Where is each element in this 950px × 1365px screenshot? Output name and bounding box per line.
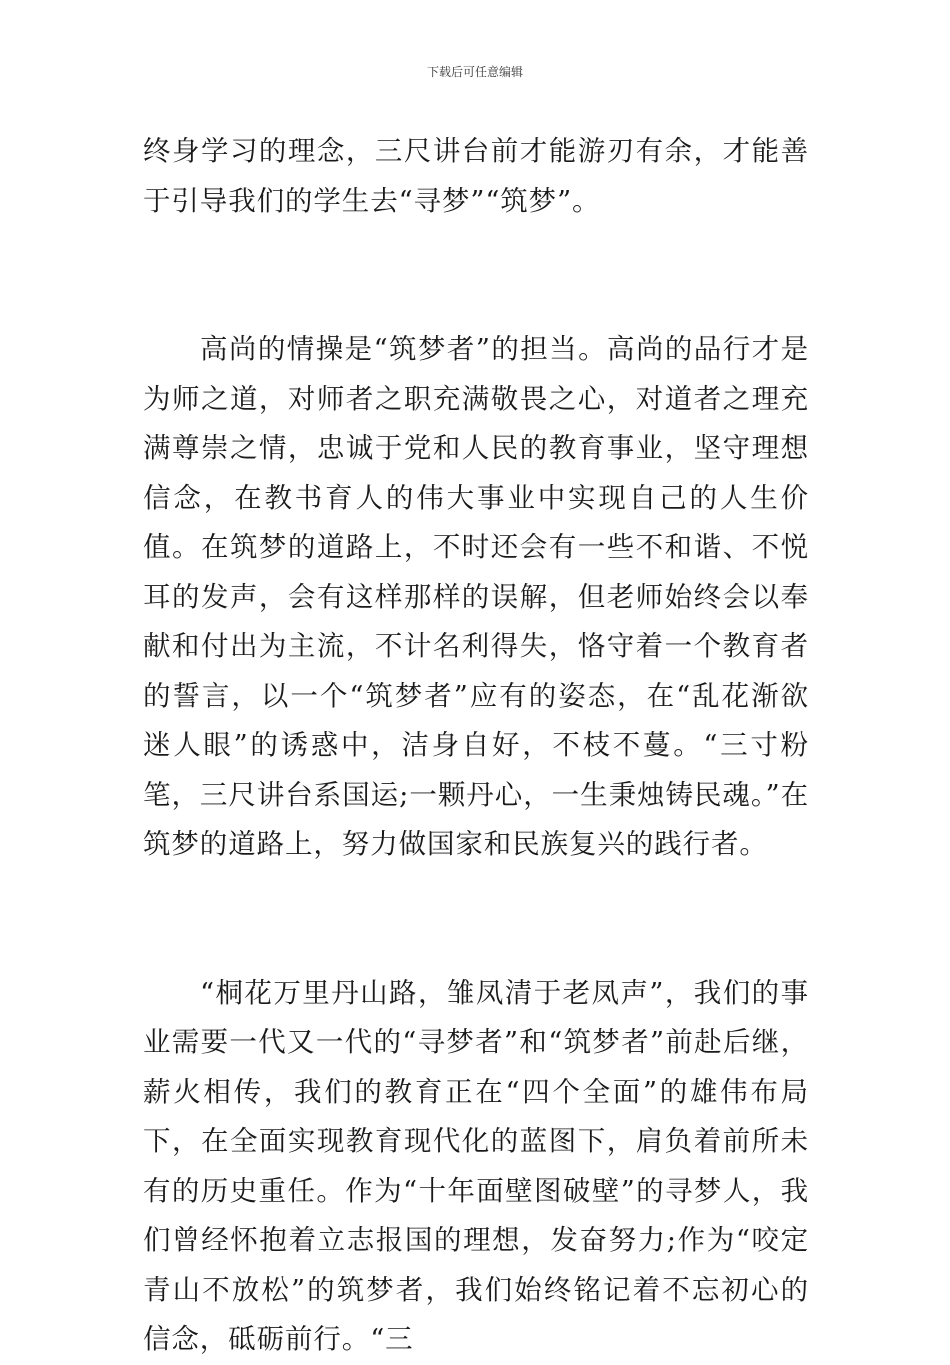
paragraph-3: “桐花万里丹山路，雏凤清于老凤声”，我们的事业需要一代又一代的“寻梦者”和“筑梦者”前赴后继，薪火相传，我们的教育正在“四个全面”的雄伟布局下，在全面实现教育现代化的蓝图下，肩负着前所未有的历史重任。作为“十年面壁图破壁”的寻梦人，我们曾经怀抱着立志报国的理想，发奋努力;作为“咬定青山不放松”的筑梦者，我们始终铭记着不忘初心的信念，砥砺前行。“三: [143, 976, 809, 1355]
page-header: 下载后可任意编辑: [426, 65, 523, 79]
paragraph-gap: [143, 226, 809, 325]
document-body: [143, 127, 809, 1365]
paragraph-2: 高尚的情操是“筑梦者”的担当。高尚的品行才是为师之道，对师者之职充满敬畏之心，对道者之理充满尊崇之情，忠诚于党和人民的教育事业，坚守理想信念，在教书育人的伟大事业中实现自己的人生价值。在筑梦的道路上，不时还会有一些不和谐、不悦耳的发声，会有这样那样的误解，但老师始终会以奉献和付出为主流，不计名利得失，恪守着一个教育者的誓言，以一个“筑梦者”应有的姿态，在“乱花渐欲迷人眼”的诱惑中，洁身自好，不枝不蔓。“三寸粉笔，三尺讲台系国运;一颗丹心，一生秉烛铸民魂。”在筑梦的道路上，努力做国家和民族复兴的践行者。: [143, 333, 809, 860]
paragraph-1: 终身学习的理念，三尺讲台前才能游刃有余，才能善于引导我们的学生去“寻梦”“筑梦”。: [143, 135, 809, 217]
paragraph-gap: [143, 870, 809, 969]
